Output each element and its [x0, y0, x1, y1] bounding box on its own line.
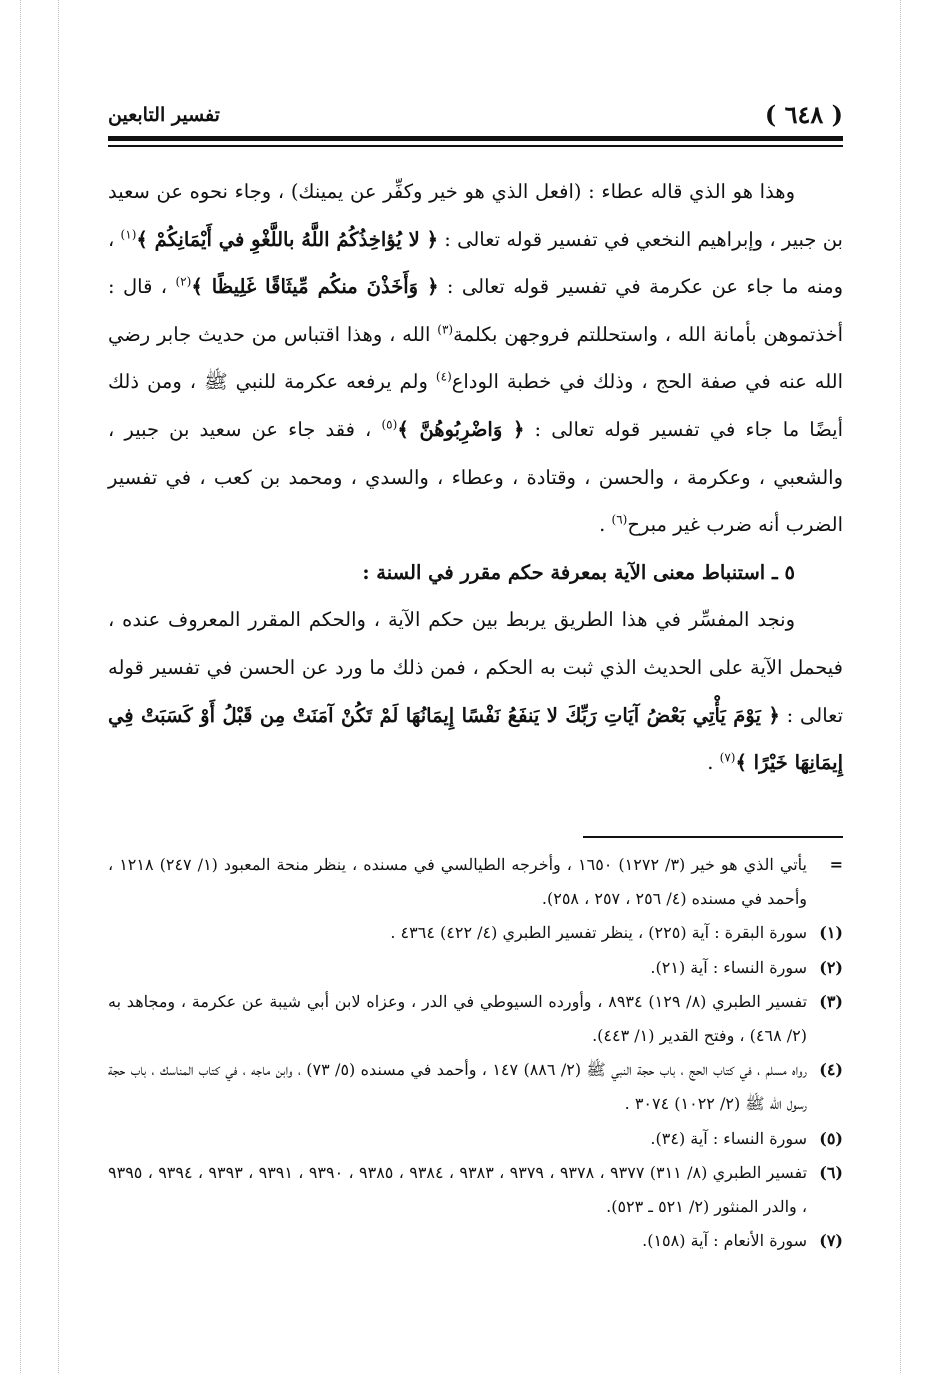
footnote-text: سورة النساء : آية (٢١).: [650, 957, 807, 977]
right-margin-dots: [900, 0, 901, 1373]
paragraph-2: [108, 596, 843, 786]
header-rule-thin: [108, 145, 843, 147]
footnote-marker: (٢): [819, 957, 843, 977]
header-rule-thick: [108, 136, 843, 141]
footnote-marker: =: [829, 855, 843, 874]
quran-verse-3: ﴿ وَاضْرِبُوهُنَّ ﴾: [397, 417, 525, 441]
footnote-marker: (٥): [819, 1128, 843, 1148]
text-run: .: [599, 513, 612, 537]
footnote-text: تفسير الطبري (٨/ ٣١١) ٩٣٧٧ ، ٩٣٧٨ ، ٩٣٧٩ ، ٩٣٨٣ ، ٩٣٨٤ ، ٩٣٨٥ ، ٩٣٩٠ ، ٩٣٩١ ، ٩٣٩٣ ، ٩٣٩٤ ، ٩٣٩٥ ، والدر المنثور (٢/ ٥٢١ ـ ٥٢٣).: [108, 1162, 808, 1217]
footnote-ref-6[interactable]: (٦): [611, 512, 628, 527]
footnote-text: يأتي الذي هو خير (٣/ ١٢٧٢) ١٦٥٠ ، وأخرجه الطيالسي في مسنده ، ينظر منحة المعبود (١/ ٢٤٧) ١٢١٨ ، وأحمد في مسنده (٤/ ٢٥٦ ، ٢٥٧ ، ٢٥٨).: [108, 855, 808, 909]
footnote-text: سورة النساء : آية (٣٤).: [650, 1128, 807, 1148]
text-run: ، قال : أخذتموهن بأمانة الله ، واستحللتم فروجهن بكلمة: [108, 275, 844, 346]
footnote-text: سورة الأنعام : آية (١٥٨).: [642, 1231, 807, 1251]
text-run: ، فقد جاء عن سعيد بن جبير ، والشعبي ، وعكرمة ، والحسن ، وقتادة ، وعطاء ، والسدي ، ومحمد بن كعب ، في تفسير الضرب أنه ضرب غير مبرح: [108, 417, 843, 537]
footnote-text: رواه مسلم ، في كتاب الحج ، باب حجة النبي ﷺ (٢/ ٨٨٦) ١٤٧ ، وأحمد في مسنده (٥/ ٧٣) ، وابن ماجه ، في كتاب المناسك ، باب حجة رسول الله ﷺ (٢/ ١٠٢٢) ٣٠٧٤ .: [108, 1060, 808, 1114]
quran-verse-2: ﴿ وَأَخَذْنَ منكُم مِّيثَاقًا غَلِيظًا ﴾: [191, 275, 439, 299]
footnote-continuation: [108, 848, 843, 916]
text-run: ، ومنه ما جاء عن عكرمة في تفسير قوله تعالى :: [108, 227, 843, 299]
footnote-ref-5[interactable]: (٥): [381, 417, 398, 432]
footnote-marker: (٤): [819, 1060, 843, 1080]
running-title: تفسير التابعين: [108, 104, 220, 126]
footnote-ref-7[interactable]: (٧): [719, 750, 736, 765]
footnote-separator: [583, 836, 843, 838]
footnote-2: [108, 951, 843, 985]
text-run: ونجد المفسِّر في هذا الطريق يربط بين حكم الآية ، والحكم المقرر المعروف عنده ، فيحمل الآية على الحديث الذي ثبت به الحكم ، فمن ذلك ما ورد عن الحسن في تفسير قوله تعالى :: [108, 608, 844, 727]
footnote-5: [108, 1122, 843, 1156]
footnote-3: [108, 985, 843, 1053]
footnote-marker: (٣): [819, 991, 843, 1011]
text-run: الله ، وهذا اقتباس من حديث جابر رضي الله عنه في صفة الحج ، وذلك في خطبة الوداع: [108, 322, 844, 394]
section-heading: ٥ ـ استنباط معنى الآية بمعرفة حكم مقرر في السنة :: [362, 560, 795, 584]
footnote-4: [108, 1053, 843, 1121]
text-run: ولم يرفعه عكرمة للنبي ﷺ ، ومن ذلك أيضًا ما جاء في تفسير قوله تعالى :: [108, 370, 843, 441]
footnote-text: سورة البقرة : آية (٢٢٥) ، ينظر تفسير الطبري (٤/ ٤٢٢) ٤٣٦٤ .: [390, 923, 807, 943]
footnote-ref-4[interactable]: (٤): [435, 369, 452, 384]
text-run: وهذا هو الذي قاله عطاء : (افعل الذي هو خير وكفِّر عن يمينك) ، وجاء نحوه عن سعيد بن جبير ، وإبراهيم النخعي في تفسير قوله تعالى :: [108, 180, 843, 251]
left-margin-dots: [20, 0, 21, 1373]
quran-verse-4: ﴿ يَوْمَ يَأْتِي بَعْضُ آيَاتِ رَبِّكَ لا يَنفَعُ نَفْسًا إِيمَانُهَا لَمْ تَكُنْ آمَنَتْ مِن قَبْلُ أَوْ كَسَبَتْ فِي إِيمَانِهَا خَيْرًا ﴾: [108, 703, 843, 775]
footnote-ref-1[interactable]: (١): [120, 227, 137, 242]
page-header: [108, 96, 843, 134]
footnote-ref-2[interactable]: (٢): [175, 274, 192, 289]
footnote-marker: (٦): [819, 1162, 843, 1182]
footnote-text: تفسير الطبري (٨/ ١٢٩) ٨٩٣٤ ، وأورده السيوطي في الدر ، وعزاه لابن أبي شيبة عن عكرمة ، ومجاهد به (٢/ ٤٦٨) ، وفتح القدير (١/ ٤٤٣).: [108, 991, 808, 1046]
main-text: [108, 168, 843, 787]
footnote-6: [108, 1156, 843, 1224]
page-number: ( ٦٤٨ ): [764, 100, 843, 129]
paragraph-1: [108, 168, 843, 549]
footnote-marker: (١): [819, 923, 843, 943]
left-margin-dots-inner: [58, 0, 59, 1373]
footnotes: [108, 848, 843, 1258]
footnote-ref-3[interactable]: (٣): [437, 322, 454, 337]
footnote-7: [108, 1224, 843, 1258]
text-run: .: [707, 751, 720, 775]
footnote-marker: (٧): [819, 1231, 843, 1251]
quran-verse-1: ﴿ لا يُؤاخِذُكُمُ اللَّهُ باللَّغْوِ في أَيْمَانِكُمْ ﴾: [136, 227, 439, 251]
footnote-1: [108, 916, 843, 950]
